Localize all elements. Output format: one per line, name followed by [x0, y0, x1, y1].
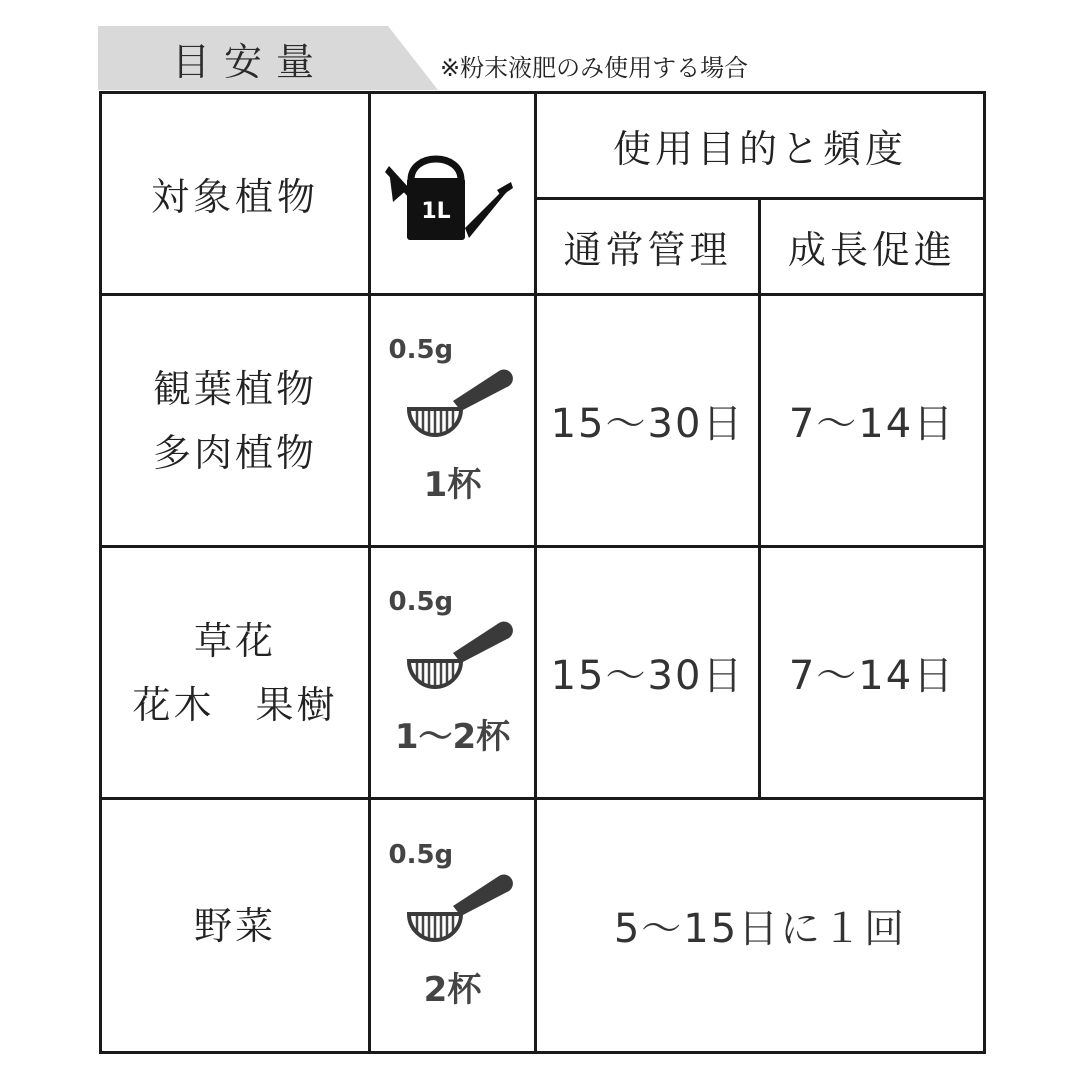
- header-watering-can: [370, 93, 536, 295]
- header-growth-boost: [760, 199, 985, 295]
- boost-frequency-cell: [760, 295, 985, 547]
- header-growth-boost-label: 成長促進: [788, 228, 957, 272]
- dose-cell: [370, 799, 536, 1053]
- watering-can-volume: 1L: [420, 198, 451, 224]
- plant-cell: [101, 295, 370, 547]
- watering-can-icon: [383, 142, 523, 242]
- boost-frequency: 7〜14日: [788, 653, 956, 699]
- dose-amount: 0.5g: [388, 840, 454, 870]
- normal-frequency-cell: [536, 295, 760, 547]
- header-target-plants: [101, 93, 370, 295]
- normal-frequency: 15〜30日: [550, 401, 745, 447]
- plant-name-line: 多肉植物: [152, 430, 317, 475]
- normal-frequency: 15〜30日: [550, 653, 745, 699]
- table-row: [101, 295, 985, 547]
- boost-frequency-cell: [760, 547, 985, 799]
- dose-amount: 0.5g: [388, 335, 454, 365]
- header-target-plants-label: 対象植物: [150, 175, 319, 219]
- dose-count: 1〜2杯: [394, 717, 511, 757]
- combined-frequency: 5〜15日に１回: [613, 906, 907, 952]
- boost-frequency: 7〜14日: [788, 401, 956, 447]
- plant-cell: [101, 547, 370, 799]
- plant-name-line: 野菜: [193, 903, 276, 948]
- usage-note: ※粉末液肥のみ使用する場合: [440, 54, 749, 82]
- combined-frequency-cell: [536, 799, 985, 1053]
- dose-cell: [370, 295, 536, 547]
- dose-cell: [370, 547, 536, 799]
- plant-cell: [101, 799, 370, 1053]
- plant-name-line: 草花: [193, 618, 276, 663]
- page-title: 目安量: [171, 39, 328, 84]
- normal-frequency-cell: [536, 547, 760, 799]
- dosage-table: [99, 91, 986, 1054]
- header-purpose-frequency-label: 使用目的と頻度: [613, 127, 908, 171]
- measuring-spoon-icon: [403, 609, 513, 699]
- table-row: [101, 799, 985, 1053]
- header-normal-care-label: 通常管理: [563, 228, 732, 272]
- dose-count: 1杯: [423, 465, 482, 505]
- table-row: [101, 547, 985, 799]
- plant-name-line: 花木 果樹: [132, 682, 338, 727]
- dose-count: 2杯: [423, 970, 482, 1010]
- measuring-spoon-icon: [403, 357, 513, 447]
- header-normal-care: [536, 199, 760, 295]
- plant-name-line: 観葉植物: [152, 366, 317, 411]
- dose-amount: 0.5g: [388, 587, 454, 617]
- measuring-spoon-icon: [403, 862, 513, 952]
- header-purpose-frequency: [536, 93, 985, 199]
